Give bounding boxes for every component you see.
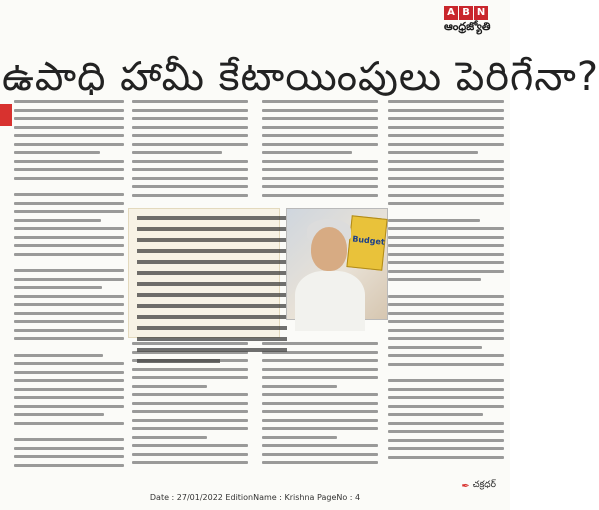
text-line: [388, 413, 483, 416]
text-line: [14, 388, 124, 391]
text-line: [14, 464, 124, 467]
text-line: [132, 368, 248, 371]
text-line: [262, 444, 378, 447]
text-line: [14, 269, 124, 272]
logo-letter-a: A: [444, 6, 458, 20]
text-line: [388, 126, 504, 129]
text-line: [14, 447, 124, 450]
text-line: [132, 342, 248, 345]
text-line: [132, 402, 248, 405]
text-line: [14, 193, 124, 196]
text-line: [388, 396, 504, 399]
photo-person-face: [311, 227, 347, 271]
text-line: [14, 396, 124, 399]
text-line: [14, 177, 124, 180]
text-line: [388, 151, 478, 154]
pull-quote-line: [137, 271, 287, 275]
article-byline: [461, 480, 496, 492]
pull-quote-line: [137, 304, 287, 308]
pull-quote-line: [137, 293, 287, 297]
logo-letter-n: N: [474, 6, 488, 20]
pen-icon: ✒: [461, 480, 470, 492]
text-line: [14, 100, 124, 103]
text-line: [388, 320, 504, 323]
text-line: [14, 134, 124, 137]
page-footer: Date : 27/01/2022 EditionName : Krishna PageNo : 4: [149, 493, 361, 502]
logo-subtitle: ఆంధ్రజ్యోతి: [444, 20, 491, 33]
photo-person-body: [295, 271, 365, 331]
text-line: [14, 337, 124, 340]
text-line: [14, 202, 124, 205]
text-line: [132, 134, 248, 137]
body-column-1: [14, 100, 124, 470]
text-line: [14, 109, 124, 112]
text-line: [262, 151, 352, 154]
text-line: [132, 359, 248, 362]
article-photo: [286, 208, 388, 320]
text-line: [262, 453, 378, 456]
text-line: [132, 185, 248, 188]
budget-book-title: Budget: [351, 234, 386, 247]
text-line: [262, 117, 378, 120]
pull-quote-line: [137, 260, 287, 264]
text-line: [14, 160, 124, 163]
text-line: [14, 354, 103, 357]
text-line: [132, 461, 248, 464]
text-line: [14, 236, 124, 239]
text-line: [132, 444, 248, 447]
text-line: [132, 109, 248, 112]
text-line: [14, 244, 124, 247]
pull-quote-line: [137, 227, 287, 231]
pull-quote-line: [137, 315, 287, 319]
text-line: [132, 151, 222, 154]
text-line: [388, 447, 504, 450]
text-line: [388, 100, 504, 103]
text-line: [14, 379, 124, 382]
col3-lower: [262, 342, 378, 472]
logo-letter-b: B: [459, 6, 473, 20]
text-line: [132, 385, 207, 388]
text-line: [14, 286, 102, 289]
text-line: [132, 351, 248, 354]
text-line: [388, 379, 504, 382]
text-line: [14, 227, 124, 230]
text-line: [262, 177, 378, 180]
text-line: [132, 410, 248, 413]
text-line: [14, 455, 124, 458]
text-line: [132, 126, 248, 129]
budget-book: [346, 215, 387, 270]
paragraph-gap: [14, 261, 124, 269]
article-headline: ఉపాధి హామీ కేటాయింపులు పెరిగేనా?: [2, 54, 599, 100]
text-line: [262, 385, 337, 388]
text-line: [262, 100, 378, 103]
text-line: [262, 427, 378, 430]
text-line: [262, 194, 378, 197]
text-line: [14, 219, 101, 222]
text-line: [132, 419, 248, 422]
paragraph-gap: [388, 287, 504, 295]
section-red-tag: [0, 104, 12, 126]
text-line: [388, 405, 504, 408]
text-line: [388, 346, 482, 349]
text-line: [388, 295, 504, 298]
text-line: [388, 422, 504, 425]
text-line: [14, 320, 124, 323]
text-line: [262, 168, 378, 171]
text-line: [262, 143, 378, 146]
text-line: [262, 185, 378, 188]
text-line: [14, 168, 124, 171]
text-line: [262, 402, 378, 405]
text-line: [14, 422, 124, 425]
text-line: [262, 436, 337, 439]
abn-andhrajyothy-logo: [444, 6, 504, 40]
text-line: [262, 461, 378, 464]
text-line: [388, 439, 504, 442]
text-line: [14, 303, 124, 306]
text-line: [14, 312, 124, 315]
text-line: [388, 194, 504, 197]
paragraph-gap: [14, 185, 124, 193]
text-line: [388, 430, 504, 433]
text-line: [388, 312, 504, 315]
text-line: [14, 295, 124, 298]
pull-quote-line: [137, 326, 287, 330]
text-line: [262, 419, 378, 422]
text-line: [132, 168, 248, 171]
pull-quote-line: [137, 216, 287, 220]
text-line: [262, 351, 378, 354]
paragraph-gap: [388, 211, 504, 219]
text-line: [388, 185, 504, 188]
text-line: [262, 109, 378, 112]
text-line: [388, 354, 504, 357]
text-line: [388, 177, 504, 180]
text-line: [388, 363, 504, 366]
text-line: [262, 368, 378, 371]
body-column-4: [388, 100, 504, 470]
text-line: [14, 362, 124, 365]
text-line: [388, 202, 504, 205]
text-line: [262, 160, 378, 163]
text-line: [14, 143, 124, 146]
text-line: [14, 126, 124, 129]
paragraph-gap: [14, 346, 124, 354]
text-line: [14, 278, 124, 281]
text-line: [388, 109, 504, 112]
text-line: [388, 227, 504, 230]
text-line: [388, 270, 504, 273]
text-line: [262, 359, 378, 362]
text-line: [388, 278, 481, 281]
text-line: [388, 160, 504, 163]
pull-quote-box: [128, 208, 280, 338]
logo-letters: [444, 6, 488, 20]
text-line: [14, 413, 104, 416]
text-line: [388, 117, 504, 120]
text-line: [132, 393, 248, 396]
text-line: [132, 453, 248, 456]
text-line: [262, 126, 378, 129]
text-line: [14, 151, 100, 154]
text-line: [262, 393, 378, 396]
text-line: [388, 219, 480, 222]
text-line: [132, 143, 248, 146]
text-line: [262, 134, 378, 137]
text-line: [14, 210, 124, 213]
author-name: చక్రధర్‌: [472, 480, 496, 490]
pull-quote-line: [137, 238, 287, 242]
text-line: [132, 436, 207, 439]
text-line: [14, 253, 124, 256]
text-line: [14, 438, 124, 441]
text-line: [132, 376, 248, 379]
text-line: [388, 261, 504, 264]
text-line: [14, 405, 124, 408]
text-line: [388, 253, 504, 256]
text-line: [388, 134, 504, 137]
text-line: [388, 236, 504, 239]
text-line: [132, 117, 248, 120]
text-line: [262, 410, 378, 413]
text-line: [14, 371, 124, 374]
text-line: [388, 244, 504, 247]
text-line: [388, 388, 504, 391]
text-line: [388, 329, 504, 332]
paragraph-gap: [14, 430, 124, 438]
text-line: [262, 342, 378, 345]
text-line: [132, 194, 248, 197]
text-line: [388, 337, 504, 340]
pull-quote-line: [137, 249, 287, 253]
text-line: [388, 456, 504, 459]
text-line: [132, 427, 248, 430]
pull-quote-line: [137, 337, 287, 341]
col2-lower: [132, 342, 248, 472]
pull-quote-line: [137, 282, 287, 286]
text-line: [388, 168, 504, 171]
text-line: [132, 177, 248, 180]
text-line: [14, 117, 124, 120]
text-line: [262, 376, 378, 379]
text-line: [14, 329, 124, 332]
text-line: [132, 100, 248, 103]
text-line: [388, 143, 504, 146]
paragraph-gap: [388, 371, 504, 379]
text-line: [132, 160, 248, 163]
text-line: [388, 303, 504, 306]
